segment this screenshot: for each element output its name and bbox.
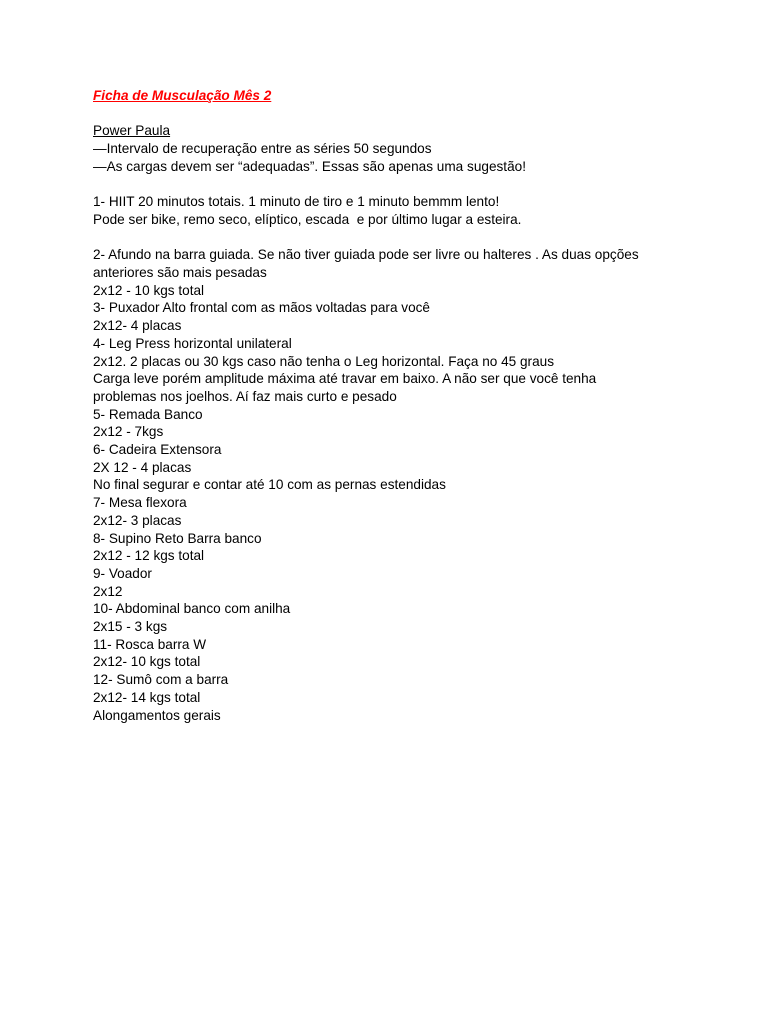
exercise-line: 12- Sumô com a barra	[93, 672, 229, 688]
exercise-line: 2x12- 10 kgs total	[93, 654, 201, 670]
spacer	[93, 176, 733, 194]
exercise-line: problemas nos joelhos. Aí faz mais curto e pesado	[93, 388, 397, 404]
exercise-line: 2x12	[93, 583, 123, 599]
exercise-line: 2X 12 - 4 placas	[93, 459, 192, 475]
document-subtitle: Power Paula	[93, 123, 171, 139]
exercise-line: 2x12 - 7kgs	[93, 424, 164, 440]
exercise-line: Carga leve porém amplitude máxima até travar em baixo. A não ser que você tenha	[93, 371, 597, 387]
exercise-line: 2x12 - 10 kgs total	[93, 282, 205, 298]
note-line: —Intervalo de recuperação entre as séries 50 segundos	[93, 141, 432, 157]
exercise-line: 2x12- 3 placas	[93, 512, 182, 528]
note-line: —As cargas devem ser “adequadas”. Essas são apenas uma sugestão!	[93, 158, 526, 174]
exercise-line: 2x12- 4 placas	[93, 318, 182, 334]
exercise-line: anteriores são mais pesadas	[93, 264, 267, 280]
exercise-list	[93, 246, 733, 724]
exercise-line: 7- Mesa flexora	[93, 495, 187, 511]
exercise-line: 3- Puxador Alto frontal com as mãos voltadas para você	[93, 300, 430, 316]
exercise-line: 9- Voador	[93, 565, 152, 581]
document-title: Ficha de Musculação Mês 2	[93, 88, 272, 103]
exercise-line: 10- Abdominal banco com anilha	[93, 601, 291, 617]
exercise-line: 2x15 - 3 kgs	[93, 619, 168, 635]
hiit-line: 1- HIIT 20 minutos totais. 1 minuto de tiro e 1 minuto bemmm lento!	[93, 194, 500, 210]
exercise-line: 2x12- 14 kgs total	[93, 689, 201, 705]
exercise-line: 4- Leg Press horizontal unilateral	[93, 335, 292, 351]
spacer	[93, 229, 733, 247]
exercise-line: 6- Cadeira Extensora	[93, 442, 222, 458]
exercise-line: 2x12 - 12 kgs total	[93, 548, 205, 564]
exercise-line: 8- Supino Reto Barra banco	[93, 530, 262, 546]
exercise-line: 2x12. 2 placas ou 30 kgs caso não tenha o Leg horizontal. Faça no 45 graus	[93, 353, 554, 369]
hiit-line: Pode ser bike, remo seco, elíptico, escada e por último lugar a esteira.	[93, 211, 522, 227]
exercise-line: 2- Afundo na barra guiada. Se não tiver guiada pode ser livre ou halteres . As duas opções	[93, 247, 639, 263]
document-page	[93, 87, 733, 724]
exercise-line: No final segurar e contar até 10 com as pernas estendidas	[93, 477, 446, 493]
notes-section	[93, 140, 733, 175]
hiit-section	[93, 193, 733, 228]
exercise-line: Alongamentos gerais	[93, 707, 221, 723]
exercise-line: 5- Remada Banco	[93, 406, 203, 422]
exercise-line: 11- Rosca barra W	[93, 636, 207, 652]
